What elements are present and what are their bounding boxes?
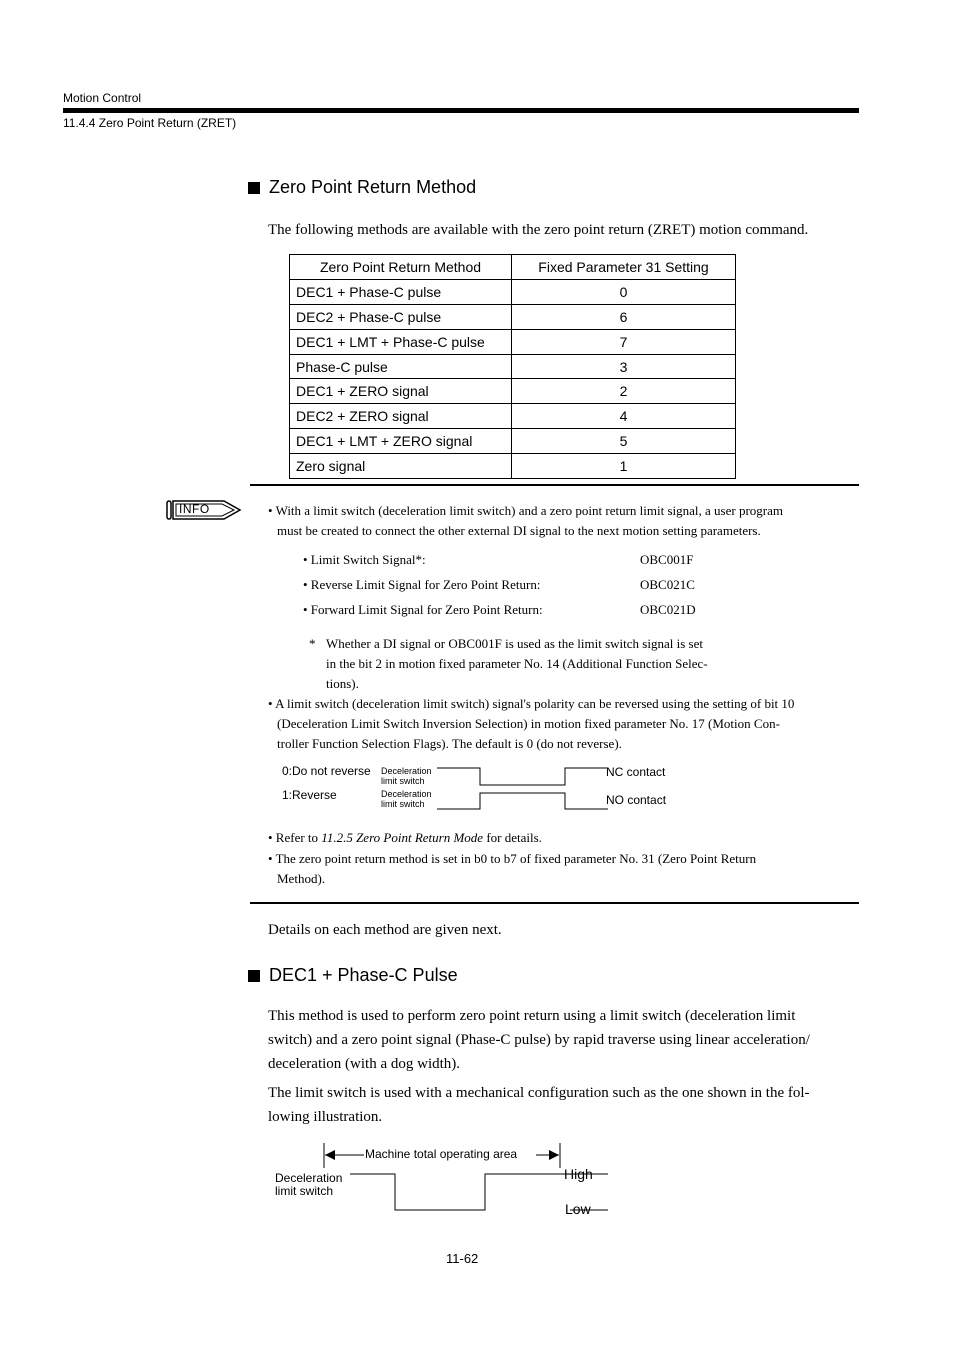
note-mark: *	[309, 636, 316, 651]
section-heading-zero-point-return-method	[248, 177, 476, 198]
info-bullet-3	[268, 828, 542, 848]
section-heading-text: Zero Point Return Method	[269, 177, 477, 197]
table-cell-method: Phase-C pulse	[290, 354, 512, 379]
section2-paragraph-1-line-3: deceleration (with a dog width).	[268, 1056, 461, 1072]
section2-paragraph-2-line-1: The limit switch is used with a mechanical configuration such as the one shown in the fol-	[268, 1085, 810, 1101]
polarity-row2-signal-line-2: limit switch	[381, 799, 425, 809]
section2-paragraph-1	[268, 1004, 858, 1076]
table-cell-setting: 7	[512, 329, 736, 354]
table-cell-setting: 1	[512, 454, 736, 479]
polarity-row1-contact: NC contact	[606, 765, 666, 779]
table-cell-setting: 4	[512, 404, 736, 429]
high-label: High	[564, 1166, 593, 1182]
table-row	[290, 429, 736, 454]
info-badge	[164, 496, 244, 524]
info-bullet-2	[268, 694, 858, 754]
info-bullet-1-line-1: • With a limit switch (deceleration limit switch) and a zero point return limit signal, a user program	[268, 503, 783, 518]
table-cell-setting: 0	[512, 279, 736, 304]
nc-contact-waveform	[437, 768, 608, 785]
switch-label-line-1: Deceleration	[275, 1171, 343, 1185]
section-intro: The following methods are available with the zero point return (ZRET) motion command.	[268, 222, 809, 238]
table-cell-method: DEC1 + LMT + Phase-C pulse	[290, 329, 512, 354]
section-heading-text: DEC1 + Phase-C Pulse	[269, 965, 458, 985]
polarity-row2-contact: NO contact	[606, 793, 667, 807]
footnote-line-3: tions).	[326, 676, 359, 691]
info-bottom-rule	[250, 902, 859, 904]
info-bullet-3-suffix: for details.	[483, 830, 542, 845]
info-bullet-3-prefix: • Refer to	[268, 830, 322, 845]
section2-paragraph-2	[268, 1081, 858, 1129]
info-bullet-1	[268, 501, 858, 541]
info-bullet-2-line-2: (Deceleration Limit Switch Inversion Selection) in motion fixed parameter No. 17 (Motion Con-	[277, 716, 780, 731]
table-header-row	[290, 255, 736, 280]
signal-value: OBC001F	[640, 552, 694, 567]
footnote-line-2: in the bit 2 in motion fixed parameter No. 14 (Additional Function Selec-	[326, 656, 708, 671]
info-bullet-1-line-2: must be created to connect the other external DI signal to the next motion setting parameters.	[277, 523, 761, 538]
info-bullet-2-line-3: troller Function Selection Flags). The default is 0 (do not reverse).	[277, 736, 622, 751]
table-header-setting: Fixed Parameter 31 Setting	[512, 255, 736, 280]
table-cell-setting: 2	[512, 379, 736, 404]
table-cell-method: DEC2 + Phase-C pulse	[290, 304, 512, 329]
low-label: Low	[565, 1201, 591, 1217]
page-number: 11-62	[446, 1251, 479, 1266]
details-text: Details on each method are given next.	[268, 922, 502, 938]
header-rule	[63, 108, 859, 113]
square-bullet-icon	[248, 970, 260, 982]
signal-value: OBC021C	[640, 577, 695, 592]
method-table	[289, 254, 736, 479]
table-row	[290, 304, 736, 329]
signal-value: OBC021D	[640, 602, 696, 617]
polarity-row2-label: 1:Reverse	[282, 788, 337, 802]
table-row	[290, 404, 736, 429]
polarity-row1-label: 0:Do not reverse	[282, 764, 371, 778]
info-bullet-4-line-2: Method).	[277, 871, 326, 886]
table-header-method: Zero Point Return Method	[290, 255, 512, 280]
footnote	[326, 634, 766, 694]
table-cell-setting: 5	[512, 429, 736, 454]
limit-switch-figure	[270, 1138, 610, 1223]
table-cell-method: DEC1 + Phase-C pulse	[290, 279, 512, 304]
table-row	[290, 329, 736, 354]
table-cell-method: DEC1 + LMT + ZERO signal	[290, 429, 512, 454]
arrow-left-icon	[325, 1150, 335, 1160]
section2-paragraph-1-line-1: This method is used to perform zero point return using a limit switch (deceleration limit	[268, 1008, 796, 1024]
section-heading-dec1-phase-c	[248, 965, 458, 986]
table-cell-method: DEC2 + ZERO signal	[290, 404, 512, 429]
header-title: Motion Control	[63, 91, 142, 105]
polarity-waveforms	[270, 760, 690, 816]
table-cell-method: DEC1 + ZERO signal	[290, 379, 512, 404]
polarity-row2-signal-line-1: Deceleration	[381, 789, 432, 799]
no-contact-waveform	[437, 793, 608, 809]
switch-label	[275, 1172, 342, 1198]
table-row	[290, 279, 736, 304]
switch-label-line-2: limit switch	[275, 1184, 334, 1198]
table-row	[290, 354, 736, 379]
section2-paragraph-1-line-2: switch) and a zero point signal (Phase-C pulse) by rapid traverse using linear acceleration/	[268, 1032, 810, 1048]
section2-paragraph-2-line-2: lowing illustration.	[268, 1109, 383, 1125]
table-row	[290, 379, 736, 404]
table-cell-method: Zero signal	[290, 454, 512, 479]
table-cell-setting: 3	[512, 354, 736, 379]
square-bullet-icon	[248, 182, 260, 194]
reference-link[interactable]: 11.2.5 Zero Point Return Mode	[321, 830, 484, 845]
info-bullet-4-line-1: • The zero point return method is set in b0 to b7 of fixed parameter No. 31 (Zero Point Return	[268, 851, 757, 866]
area-label: Machine total operating area	[365, 1147, 518, 1161]
signal-item: • Reverse Limit Signal for Zero Point Return:	[303, 577, 541, 592]
info-badge-label: INFO	[179, 502, 210, 516]
info-top-rule	[250, 484, 859, 486]
info-bullet-2-line-1: • A limit switch (deceleration limit switch) signal's polarity can be reversed using the setting of bit 10	[268, 696, 795, 711]
footnote-line-1: Whether a DI signal or OBC001F is used as the limit switch signal is set	[326, 636, 703, 651]
arrow-right-icon	[549, 1150, 559, 1160]
signal-item: • Limit Switch Signal*:	[303, 552, 426, 567]
signal-item: • Forward Limit Signal for Zero Point Return:	[303, 602, 543, 617]
table-row	[290, 454, 736, 479]
polarity-row1-signal-line-1: Deceleration	[381, 766, 432, 776]
info-bullet-4	[268, 849, 858, 889]
table-cell-setting: 6	[512, 304, 736, 329]
polarity-figure	[270, 760, 690, 816]
header-subsection: 11.4.4 Zero Point Return (ZRET)	[63, 116, 237, 130]
polarity-row1-signal-line-2: limit switch	[381, 776, 425, 786]
